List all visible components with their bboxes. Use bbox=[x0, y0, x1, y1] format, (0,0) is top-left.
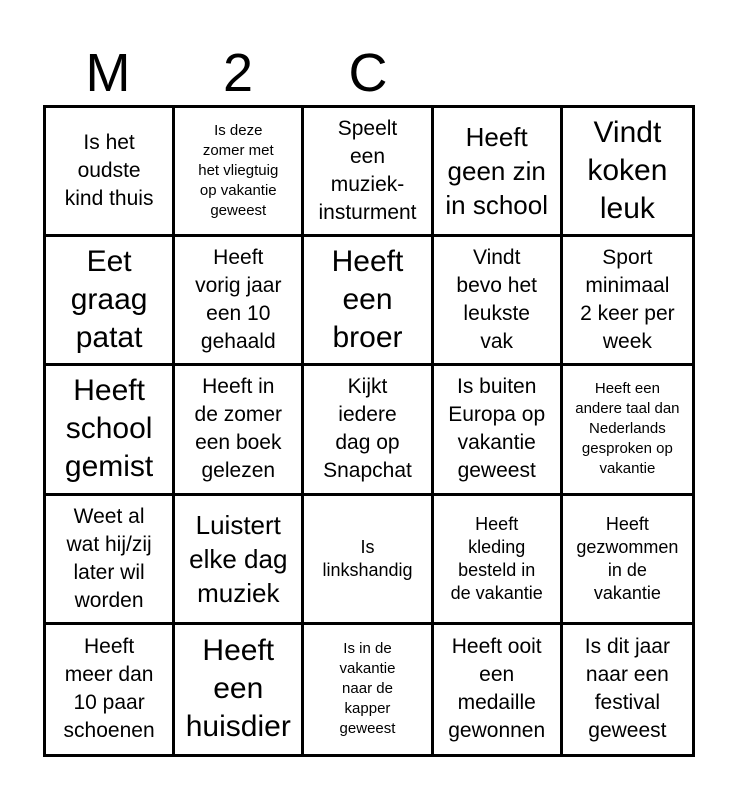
bingo-cell[interactable]: Speelt een muziek- insturment bbox=[304, 108, 433, 237]
bingo-cell[interactable]: Is deze zomer met het vliegtuig op vakantie geweest bbox=[175, 108, 304, 237]
bingo-cell[interactable]: Is dit jaar naar een festival geweest bbox=[584, 635, 670, 743]
bingo-cell[interactable]: Heeft een andere taal dan Nederlands gesproken op vakantie bbox=[563, 366, 692, 495]
bingo-cell[interactable]: Heeft een huisdier bbox=[175, 625, 304, 754]
bingo-cell[interactable]: Heeft ooit een medaille gewonnen bbox=[434, 625, 563, 754]
bingo-cell[interactable]: Is buiten Europa op vakantie geweest bbox=[434, 366, 563, 495]
bingo-cell[interactable]: Sport minimaal 2 keer per week bbox=[563, 237, 692, 366]
bingo-cell[interactable]: Heeft school gemist bbox=[46, 366, 175, 495]
bingo-cell[interactable]: Heeft gezwommen in de vakantie bbox=[563, 496, 692, 625]
bingo-cell[interactable]: Luistert elke dag muziek bbox=[175, 496, 304, 625]
header-letter-3: C bbox=[348, 43, 388, 103]
bingo-cell[interactable]: Kijkt iedere dag op Snapchat bbox=[304, 366, 433, 495]
bingo-cell[interactable]: Heeft vorig jaar een 10 gehaald bbox=[175, 237, 304, 366]
header-letter-2: 2 bbox=[222, 43, 254, 103]
bingo-cell[interactable]: Weet al wat hij/zij later wil worden bbox=[46, 496, 175, 625]
bingo-cell[interactable]: Heeft kleding besteld in de vakantie bbox=[434, 496, 563, 625]
bingo-cell[interactable]: Vindt bevo het leukste vak bbox=[434, 237, 563, 366]
bingo-cell[interactable]: Is linkshandig bbox=[304, 496, 433, 625]
bingo-cell[interactable]: Is het oudste kind thuis bbox=[46, 108, 175, 237]
bingo-header bbox=[43, 40, 695, 106]
bingo-board bbox=[43, 105, 695, 757]
bingo-cell[interactable]: Heeft meer dan 10 paar schoenen bbox=[46, 625, 175, 754]
bingo-cell[interactable]: Vindt koken leuk bbox=[563, 108, 692, 237]
bingo-cell[interactable]: Is in de vakantie naar de kapper geweest bbox=[304, 625, 433, 754]
header-letter-1: M bbox=[85, 43, 131, 103]
bingo-cell[interactable]: Eet graag patat bbox=[46, 237, 175, 366]
bingo-cell[interactable]: Heeft in de zomer een boek gelezen bbox=[175, 366, 304, 495]
bingo-cell[interactable]: Heeft een broer bbox=[304, 237, 433, 366]
bingo-cell[interactable]: Heeft geen zin in school bbox=[434, 108, 563, 237]
